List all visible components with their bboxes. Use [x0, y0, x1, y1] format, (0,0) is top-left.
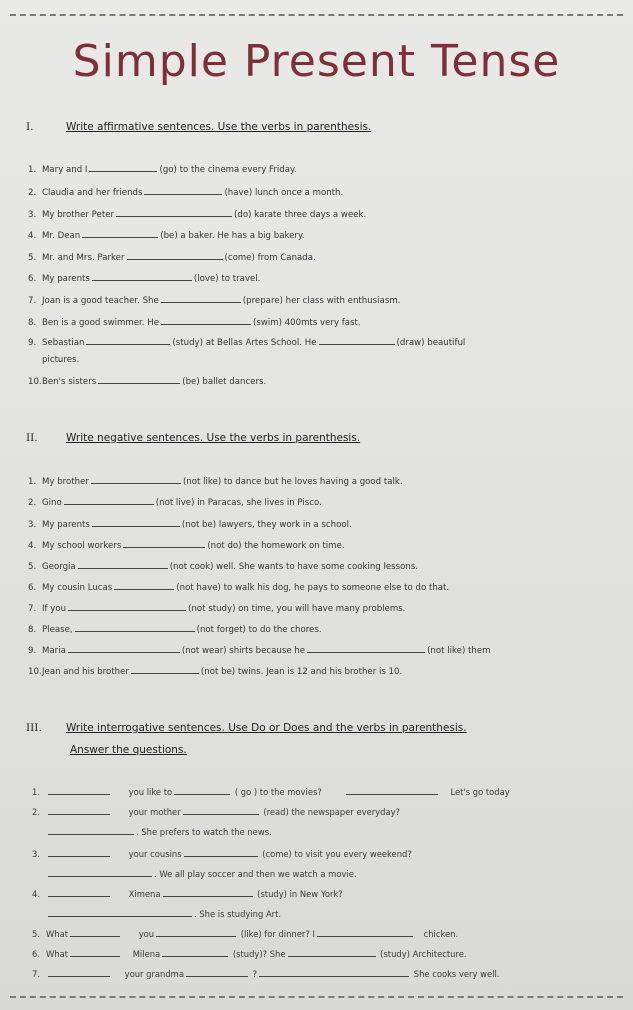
s3-item-1: 1. you like to ( go ) to the movies? Let's go today: [32, 787, 510, 797]
answer-blank[interactable]: [82, 229, 158, 238]
s2-item-6: 6. My cousin Lucas (not have) to walk his dog, he pays to someone else to do that.: [28, 583, 450, 593]
s1-item-4: 4. Mr. Dean (be) a baker. He has a big bakery.: [28, 231, 305, 241]
answer-blank[interactable]: [156, 928, 236, 937]
answer-blank[interactable]: [48, 786, 110, 795]
answer-blank[interactable]: [317, 928, 413, 937]
answer-blank[interactable]: [91, 475, 181, 484]
answer-blank[interactable]: [86, 336, 170, 345]
answer-blank[interactable]: [123, 539, 205, 548]
answer-blank[interactable]: [162, 948, 228, 957]
answer-blank[interactable]: [174, 786, 230, 795]
s2-item-7: 7. If you (not study) on time, you will have many problems.: [28, 604, 406, 614]
s2-item-3: 3. My parents (not be) lawyers, they work in a school.: [28, 520, 352, 530]
s3-item-3-answer: . We all play soccer and then we watch a movie.: [46, 868, 357, 879]
answer-blank[interactable]: [161, 316, 251, 325]
s3-item-4: 4. Ximena (study) in New York?: [32, 889, 343, 899]
answer-blank[interactable]: [70, 948, 120, 957]
answer-blank[interactable]: [346, 786, 438, 795]
answer-blank[interactable]: [92, 272, 192, 281]
section-1-heading: [26, 121, 371, 133]
s2-item-8: 8. Please, (not forget) to do the chores.: [28, 625, 322, 635]
s1-item-9: 9. Sebastian (study) at Bellas Artes School. He (draw) beautiful pictures.: [28, 338, 466, 365]
answer-blank[interactable]: [70, 928, 120, 937]
answer-blank[interactable]: [127, 251, 223, 260]
section-2-number: II.: [26, 432, 38, 444]
s3-item-2-answer: . She prefers to watch the news.: [46, 826, 272, 837]
page-title: Simple Present Tense: [72, 36, 561, 87]
answer-blank[interactable]: [48, 826, 134, 835]
answer-blank[interactable]: [78, 560, 168, 569]
s3-item-7: 7. your grandma ? She cooks very well.: [32, 969, 500, 979]
answer-blank[interactable]: [48, 888, 110, 897]
s3-item-6: 6. What Milena (study)? She (study) Architecture.: [32, 949, 467, 959]
s1-item-8: 8. Ben is a good swimmer. He (swim) 400mts very fast.: [28, 318, 361, 328]
answer-blank[interactable]: [116, 208, 232, 217]
s1-item-10: 10.Ben's sisters (be) ballet dancers.: [28, 377, 267, 387]
s3-item-5: 5. What you (like) for dinner? I chicken.: [32, 929, 459, 939]
section-3-number: III.: [26, 722, 42, 734]
s3-item-3: 3. your cousins (come) to visit you every weekend?: [32, 849, 412, 859]
answer-blank[interactable]: [92, 518, 180, 527]
s2-item-4: 4. My school workers (not do) the homework on time.: [28, 541, 345, 551]
s2-item-10: 10.Jean and his brother (not be) twins. Jean is 12 and his brother is 10.: [28, 667, 403, 677]
answer-blank[interactable]: [98, 375, 180, 384]
section-3-instruction-continued: Answer the questions.: [70, 744, 187, 756]
s2-item-9: 9. Maria (not wear) shirts because he (not like) them: [28, 646, 491, 656]
s1-item-5: 5. Mr. and Mrs. Parker (come) from Canada.: [28, 253, 316, 263]
answer-blank[interactable]: [68, 602, 186, 611]
s2-item-1: 1. My brother (not like) to dance but he loves having a good talk.: [28, 477, 403, 487]
answer-blank[interactable]: [64, 496, 154, 505]
s1-item-6: 6. My parents (love) to travel.: [28, 274, 261, 284]
s1-item-3: 3. My brother Peter (do) karate three days a week.: [28, 210, 367, 220]
answer-blank[interactable]: [319, 336, 395, 345]
answer-blank[interactable]: [184, 848, 258, 857]
section-1-number: I.: [26, 121, 34, 133]
s1-item-1: 1. Mary and I (go) to the cinema every Friday.: [28, 165, 297, 175]
answer-blank[interactable]: [48, 868, 152, 877]
s2-item-2: 2. Gino (not live) in Paracas, she lives in Pisco.: [28, 498, 322, 508]
s3-item-2: 2. your mother (read) the newspaper everyday?: [32, 807, 400, 817]
answer-blank[interactable]: [186, 968, 248, 977]
answer-blank[interactable]: [114, 581, 174, 590]
s2-item-5: 5. Georgia (not cook) well. She wants to have some cooking lessons.: [28, 562, 419, 572]
s3-item-4-answer: . She is studying Art.: [46, 908, 281, 919]
answer-blank[interactable]: [144, 186, 222, 195]
answer-blank[interactable]: [131, 665, 199, 674]
section-1-instruction: Write affirmative sentences. Use the verbs in parenthesis.: [66, 121, 372, 133]
answer-blank[interactable]: [288, 948, 376, 957]
answer-blank[interactable]: [161, 294, 241, 303]
bottom-dashed-border: [10, 996, 623, 998]
section-2-instruction: Write negative sentences. Use the verbs in parenthesis.: [66, 432, 361, 444]
answer-blank[interactable]: [89, 163, 157, 172]
answer-blank[interactable]: [68, 644, 180, 653]
answer-blank[interactable]: [48, 968, 110, 977]
answer-blank[interactable]: [48, 806, 110, 815]
answer-blank[interactable]: [259, 968, 409, 977]
answer-blank[interactable]: [48, 908, 192, 917]
section-3-instruction: Write interrogative sentences. Use Do or Does and the verbs in parenthesis.: [66, 722, 467, 734]
answer-blank[interactable]: [307, 644, 425, 653]
answer-blank[interactable]: [48, 848, 110, 857]
answer-blank[interactable]: [75, 623, 195, 632]
section-2-heading: [26, 432, 360, 444]
section-3-heading: [26, 722, 467, 756]
answer-blank[interactable]: [183, 806, 259, 815]
top-dashed-border: [10, 14, 623, 16]
s1-item-7: 7. Joan is a good teacher. She (prepare) her class with enthusiasm.: [28, 296, 401, 306]
answer-blank[interactable]: [163, 888, 253, 897]
s1-item-2: 2. Claudia and her friends (have) lunch once a month.: [28, 188, 344, 198]
